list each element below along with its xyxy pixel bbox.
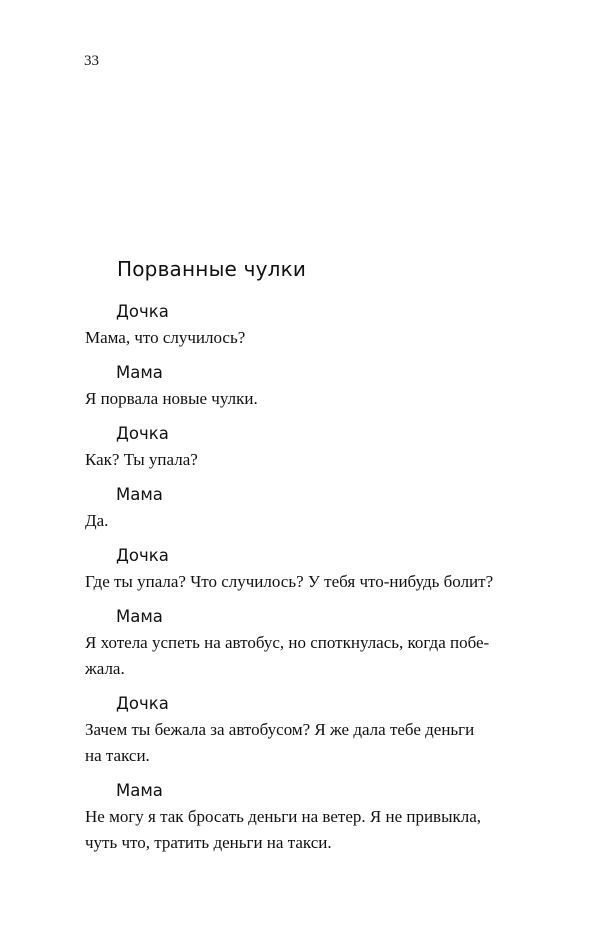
speaker-name: Мама <box>116 485 163 504</box>
dialogue-line: жала. <box>85 659 125 678</box>
dialogue-line: чуть что, тратить деньги на такси. <box>85 833 332 852</box>
dialogue-line: Я порвала новые чулки. <box>85 389 258 408</box>
dialogue-block <box>85 778 515 856</box>
dialogue-block <box>85 482 515 534</box>
page-number: 33 <box>84 53 99 69</box>
dialogue-block <box>85 604 515 682</box>
chapter-title: Порванные чулки <box>117 257 307 281</box>
dialogue <box>85 299 515 865</box>
speaker-name: Мама <box>116 363 163 382</box>
speaker-name: Дочка <box>116 424 169 443</box>
dialogue-block <box>85 543 515 595</box>
dialogue-block <box>85 691 515 769</box>
dialogue-block <box>85 421 515 473</box>
speaker-name: Дочка <box>116 694 169 713</box>
speaker-name: Мама <box>116 781 163 800</box>
dialogue-line: Зачем ты бежала за автобусом? Я же дала тебе деньги <box>85 720 475 739</box>
dialogue-line: Где ты упала? Что случилось? У тебя что-нибудь болит? <box>85 572 494 591</box>
speaker-name: Дочка <box>116 302 169 321</box>
dialogue-line: на такси. <box>85 746 150 765</box>
dialogue-line: Не могу я так бросать деньги на ветер. Я не привыкла, <box>85 807 482 826</box>
dialogue-line: Мама, что случилось? <box>85 328 246 347</box>
dialogue-block <box>85 360 515 412</box>
dialogue-line: Я хотела успеть на автобус, но споткнулась, когда побе- <box>85 633 490 652</box>
dialogue-block <box>85 299 515 351</box>
speaker-name: Мама <box>116 607 163 626</box>
dialogue-line: Как? Ты упала? <box>85 450 198 469</box>
dialogue-line: Да. <box>85 511 109 530</box>
speaker-name: Дочка <box>116 546 169 565</box>
